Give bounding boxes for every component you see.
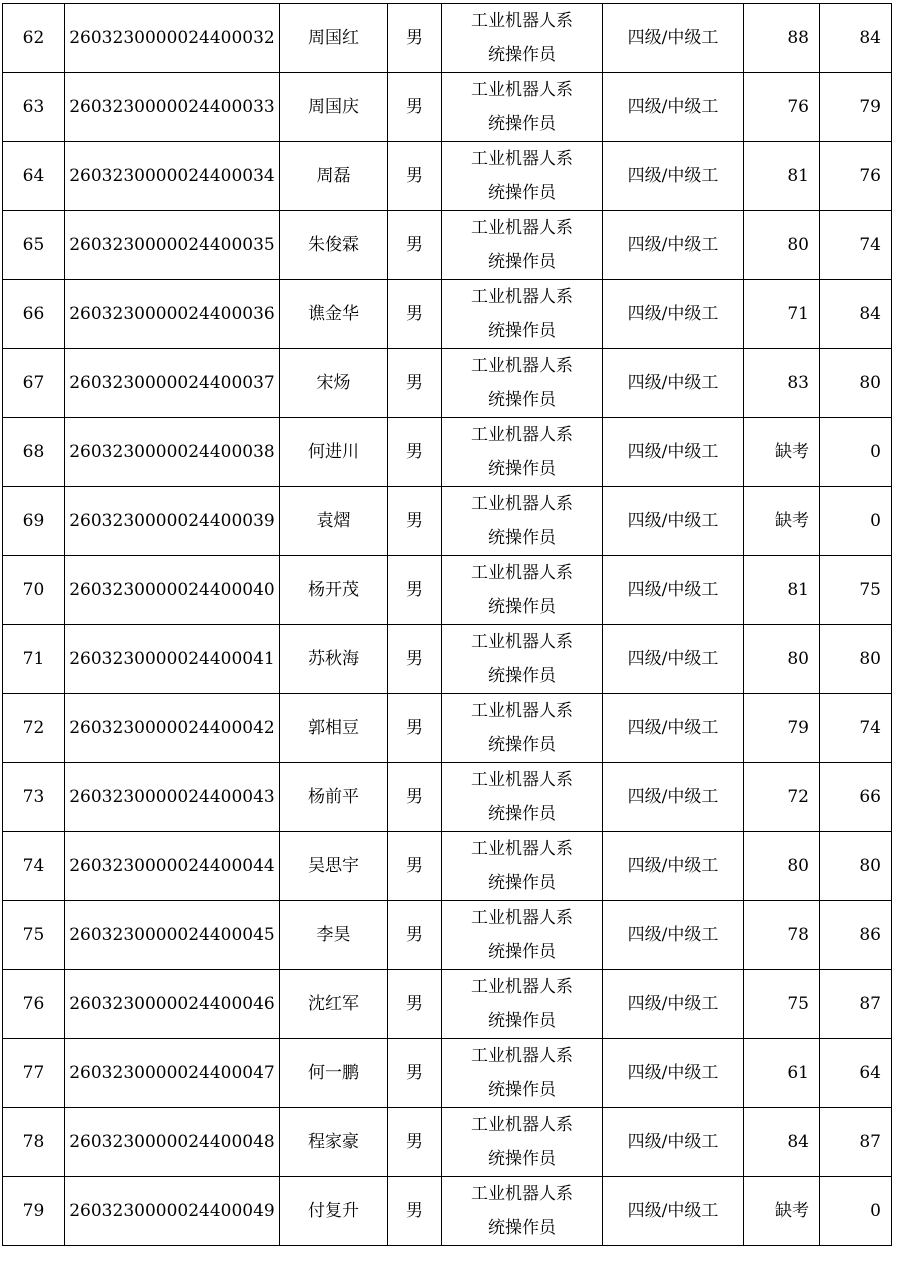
occupation-line-1: 工业机器人系 [471, 701, 573, 721]
candidate-name-cell: 袁熠 [280, 487, 388, 556]
row-number-cell: 63 [3, 73, 65, 142]
gender-cell: 男 [388, 970, 442, 1039]
occupation-cell [442, 694, 603, 763]
theory-score-cell: 75 [744, 970, 820, 1039]
occupation-line-2: 统操作员 [488, 114, 556, 134]
gender-cell: 男 [388, 625, 442, 694]
candidate-id-cell: 2603230000024400032 [65, 4, 280, 73]
practical-score-cell: 86 [820, 901, 892, 970]
table-row [3, 487, 892, 556]
occupation-line-2: 统操作员 [488, 1011, 556, 1031]
candidate-id-cell: 2603230000024400047 [65, 1039, 280, 1108]
candidate-id-cell: 2603230000024400046 [65, 970, 280, 1039]
practical-score-cell: 87 [820, 1108, 892, 1177]
theory-score-cell: 88 [744, 4, 820, 73]
table-row [3, 1177, 892, 1246]
gender-cell: 男 [388, 4, 442, 73]
occupation-cell [442, 487, 603, 556]
occupation-cell [442, 211, 603, 280]
candidate-id-cell: 2603230000024400033 [65, 73, 280, 142]
occupation-line-1: 工业机器人系 [471, 908, 573, 928]
row-number-cell: 69 [3, 487, 65, 556]
gender-cell: 男 [388, 763, 442, 832]
occupation-cell [442, 1108, 603, 1177]
row-number-cell: 71 [3, 625, 65, 694]
practical-score-cell: 80 [820, 832, 892, 901]
row-number-cell: 70 [3, 556, 65, 625]
theory-score-cell: 79 [744, 694, 820, 763]
occupation-line-1: 工业机器人系 [471, 11, 573, 31]
gender-cell: 男 [388, 280, 442, 349]
occupation-line-1: 工业机器人系 [471, 770, 573, 790]
level-cell: 四级/中级工 [603, 142, 744, 211]
occupation-line-1: 工业机器人系 [471, 563, 573, 583]
occupation-cell [442, 970, 603, 1039]
level-cell: 四级/中级工 [603, 487, 744, 556]
gender-cell: 男 [388, 556, 442, 625]
practical-score-cell: 0 [820, 487, 892, 556]
gender-cell: 男 [388, 901, 442, 970]
candidate-name-cell: 何一鹏 [280, 1039, 388, 1108]
table-row [3, 211, 892, 280]
gender-cell: 男 [388, 487, 442, 556]
table-row [3, 280, 892, 349]
candidate-name-cell: 付复升 [280, 1177, 388, 1246]
occupation-line-1: 工业机器人系 [471, 632, 573, 652]
occupation-line-1: 工业机器人系 [471, 356, 573, 376]
occupation-line-2: 统操作员 [488, 1080, 556, 1100]
candidate-id-cell: 2603230000024400038 [65, 418, 280, 487]
level-cell: 四级/中级工 [603, 1039, 744, 1108]
gender-cell: 男 [388, 142, 442, 211]
candidate-name-cell: 程家豪 [280, 1108, 388, 1177]
table-row [3, 625, 892, 694]
table-row [3, 556, 892, 625]
table-row [3, 418, 892, 487]
practical-score-cell: 74 [820, 211, 892, 280]
occupation-line-2: 统操作员 [488, 45, 556, 65]
gender-cell: 男 [388, 832, 442, 901]
candidate-id-cell: 2603230000024400037 [65, 349, 280, 418]
level-cell: 四级/中级工 [603, 694, 744, 763]
practical-score-cell: 87 [820, 970, 892, 1039]
row-number-cell: 74 [3, 832, 65, 901]
theory-score-cell: 缺考 [744, 487, 820, 556]
gender-cell: 男 [388, 418, 442, 487]
candidate-id-cell: 2603230000024400041 [65, 625, 280, 694]
occupation-line-2: 统操作员 [488, 528, 556, 548]
gender-cell: 男 [388, 1039, 442, 1108]
candidate-name-cell: 苏秋海 [280, 625, 388, 694]
gender-cell: 男 [388, 694, 442, 763]
row-number-cell: 72 [3, 694, 65, 763]
occupation-line-2: 统操作员 [488, 666, 556, 686]
level-cell: 四级/中级工 [603, 4, 744, 73]
practical-score-cell: 64 [820, 1039, 892, 1108]
occupation-cell [442, 763, 603, 832]
occupation-line-1: 工业机器人系 [471, 839, 573, 859]
occupation-cell [442, 901, 603, 970]
occupation-line-1: 工业机器人系 [471, 149, 573, 169]
candidate-id-cell: 2603230000024400042 [65, 694, 280, 763]
theory-score-cell: 缺考 [744, 418, 820, 487]
row-number-cell: 79 [3, 1177, 65, 1246]
practical-score-cell: 79 [820, 73, 892, 142]
occupation-cell [442, 556, 603, 625]
occupation-cell [442, 73, 603, 142]
practical-score-cell: 76 [820, 142, 892, 211]
occupation-line-2: 统操作员 [488, 597, 556, 617]
candidate-id-cell: 2603230000024400035 [65, 211, 280, 280]
row-number-cell: 76 [3, 970, 65, 1039]
level-cell: 四级/中级工 [603, 418, 744, 487]
practical-score-cell: 80 [820, 625, 892, 694]
occupation-line-2: 统操作员 [488, 873, 556, 893]
occupation-cell [442, 4, 603, 73]
row-number-cell: 68 [3, 418, 65, 487]
occupation-line-2: 统操作员 [488, 252, 556, 272]
occupation-line-1: 工业机器人系 [471, 1115, 573, 1135]
gender-cell: 男 [388, 73, 442, 142]
table-row [3, 832, 892, 901]
occupation-cell [442, 142, 603, 211]
row-number-cell: 73 [3, 763, 65, 832]
gender-cell: 男 [388, 1177, 442, 1246]
candidate-id-cell: 2603230000024400036 [65, 280, 280, 349]
practical-score-cell: 75 [820, 556, 892, 625]
level-cell: 四级/中级工 [603, 901, 744, 970]
occupation-line-1: 工业机器人系 [471, 1046, 573, 1066]
occupation-line-1: 工业机器人系 [471, 287, 573, 307]
occupation-cell [442, 349, 603, 418]
occupation-line-2: 统操作员 [488, 321, 556, 341]
candidate-id-cell: 2603230000024400039 [65, 487, 280, 556]
level-cell: 四级/中级工 [603, 763, 744, 832]
table-row [3, 694, 892, 763]
row-number-cell: 65 [3, 211, 65, 280]
practical-score-cell: 66 [820, 763, 892, 832]
candidate-id-cell: 2603230000024400049 [65, 1177, 280, 1246]
level-cell: 四级/中级工 [603, 280, 744, 349]
candidate-id-cell: 2603230000024400043 [65, 763, 280, 832]
practical-score-cell: 84 [820, 4, 892, 73]
table-row [3, 142, 892, 211]
level-cell: 四级/中级工 [603, 556, 744, 625]
practical-score-cell: 80 [820, 349, 892, 418]
candidate-name-cell: 杨开茂 [280, 556, 388, 625]
practical-score-cell: 74 [820, 694, 892, 763]
gender-cell: 男 [388, 349, 442, 418]
occupation-cell [442, 418, 603, 487]
theory-score-cell: 81 [744, 142, 820, 211]
candidate-name-cell: 李昊 [280, 901, 388, 970]
theory-score-cell: 83 [744, 349, 820, 418]
table-body [3, 4, 892, 1246]
row-number-cell: 64 [3, 142, 65, 211]
occupation-cell [442, 832, 603, 901]
candidate-id-cell: 2603230000024400040 [65, 556, 280, 625]
theory-score-cell: 72 [744, 763, 820, 832]
occupation-cell [442, 1039, 603, 1108]
table-row [3, 763, 892, 832]
occupation-line-1: 工业机器人系 [471, 425, 573, 445]
theory-score-cell: 缺考 [744, 1177, 820, 1246]
occupation-line-1: 工业机器人系 [471, 80, 573, 100]
level-cell: 四级/中级工 [603, 625, 744, 694]
theory-score-cell: 76 [744, 73, 820, 142]
occupation-line-1: 工业机器人系 [471, 218, 573, 238]
candidate-name-cell: 周磊 [280, 142, 388, 211]
table-row [3, 901, 892, 970]
candidate-name-cell: 沈红军 [280, 970, 388, 1039]
occupation-line-1: 工业机器人系 [471, 1184, 573, 1204]
level-cell: 四级/中级工 [603, 349, 744, 418]
level-cell: 四级/中级工 [603, 211, 744, 280]
occupation-line-2: 统操作员 [488, 390, 556, 410]
candidate-name-cell: 宋炀 [280, 349, 388, 418]
candidate-name-cell: 周国红 [280, 4, 388, 73]
gender-cell: 男 [388, 1108, 442, 1177]
theory-score-cell: 80 [744, 625, 820, 694]
occupation-cell [442, 280, 603, 349]
theory-score-cell: 80 [744, 832, 820, 901]
level-cell: 四级/中级工 [603, 73, 744, 142]
level-cell: 四级/中级工 [603, 970, 744, 1039]
row-number-cell: 66 [3, 280, 65, 349]
candidate-id-cell: 2603230000024400048 [65, 1108, 280, 1177]
occupation-line-1: 工业机器人系 [471, 494, 573, 514]
occupation-line-2: 统操作员 [488, 183, 556, 203]
row-number-cell: 62 [3, 4, 65, 73]
occupation-line-1: 工业机器人系 [471, 977, 573, 997]
occupation-line-2: 统操作员 [488, 1149, 556, 1169]
level-cell: 四级/中级工 [603, 1177, 744, 1246]
occupation-line-2: 统操作员 [488, 1218, 556, 1238]
candidate-name-cell: 周国庆 [280, 73, 388, 142]
occupation-cell [442, 625, 603, 694]
practical-score-cell: 0 [820, 418, 892, 487]
table-row [3, 970, 892, 1039]
candidate-name-cell: 何进川 [280, 418, 388, 487]
table-row [3, 349, 892, 418]
row-number-cell: 78 [3, 1108, 65, 1177]
candidate-name-cell: 杨前平 [280, 763, 388, 832]
practical-score-cell: 84 [820, 280, 892, 349]
theory-score-cell: 84 [744, 1108, 820, 1177]
gender-cell: 男 [388, 211, 442, 280]
candidate-id-cell: 2603230000024400044 [65, 832, 280, 901]
occupation-cell [442, 1177, 603, 1246]
theory-score-cell: 71 [744, 280, 820, 349]
level-cell: 四级/中级工 [603, 1108, 744, 1177]
table-row [3, 1108, 892, 1177]
occupation-line-2: 统操作员 [488, 804, 556, 824]
occupation-line-2: 统操作员 [488, 942, 556, 962]
occupation-line-2: 统操作员 [488, 735, 556, 755]
practical-score-cell: 0 [820, 1177, 892, 1246]
candidate-id-cell: 2603230000024400045 [65, 901, 280, 970]
candidate-name-cell: 吴思宇 [280, 832, 388, 901]
theory-score-cell: 78 [744, 901, 820, 970]
candidate-name-cell: 郭相豆 [280, 694, 388, 763]
score-table [2, 3, 892, 1246]
theory-score-cell: 81 [744, 556, 820, 625]
theory-score-cell: 61 [744, 1039, 820, 1108]
level-cell: 四级/中级工 [603, 832, 744, 901]
row-number-cell: 77 [3, 1039, 65, 1108]
candidate-name-cell: 谯金华 [280, 280, 388, 349]
row-number-cell: 67 [3, 349, 65, 418]
row-number-cell: 75 [3, 901, 65, 970]
theory-score-cell: 80 [744, 211, 820, 280]
occupation-line-2: 统操作员 [488, 459, 556, 479]
table-row [3, 73, 892, 142]
table-row [3, 1039, 892, 1108]
candidate-id-cell: 2603230000024400034 [65, 142, 280, 211]
table-row [3, 4, 892, 73]
candidate-name-cell: 朱俊霖 [280, 211, 388, 280]
